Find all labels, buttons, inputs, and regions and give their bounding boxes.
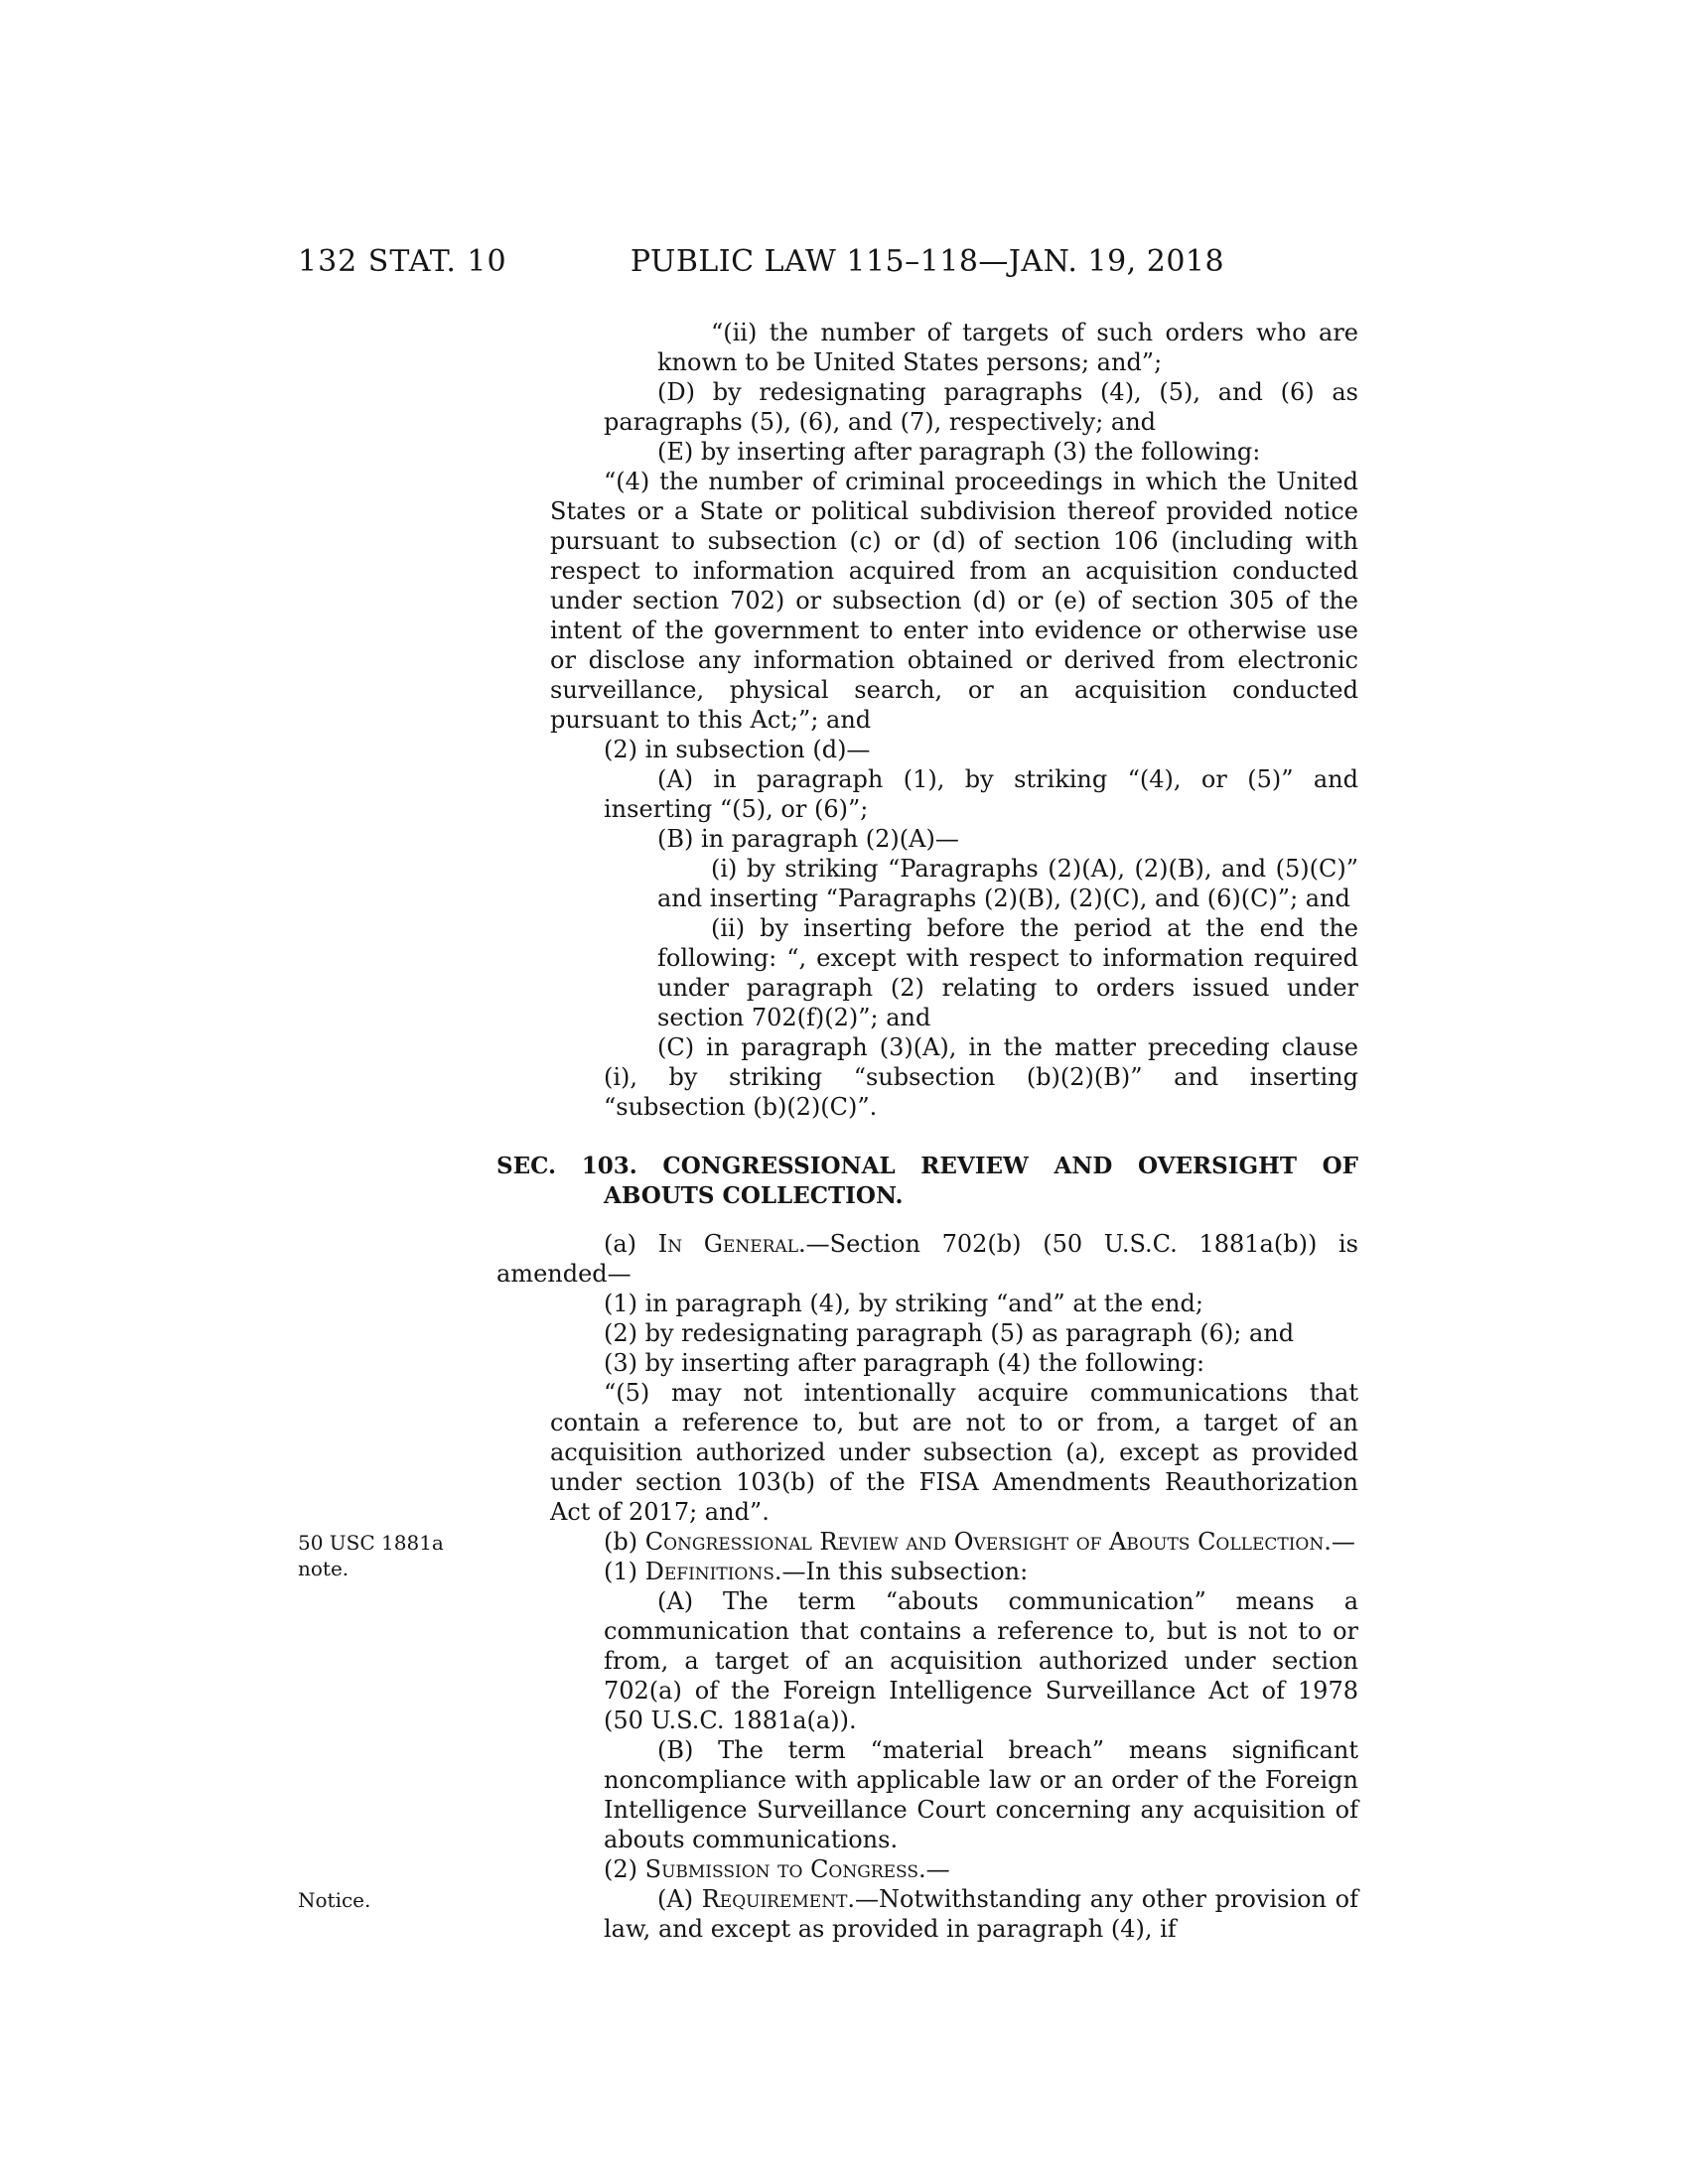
text-run: .—: [918, 1855, 950, 1883]
text-run: (A): [657, 1885, 702, 1913]
paragraph-2-submission: [550, 1854, 1358, 1884]
text-run: (a): [604, 1230, 658, 1258]
text-run: “(4) the number of criminal proceedings in which the United States or a State or political subdivision thereof provided notice pursuant to subsection (c) or (d) of section 106 (including with respect to information acquired from an acquisition conducted under section 702) or subsection (d) or (e) of section 305 of the intent of the government to enter into evidence or otherwise use or disclose any information obtained or derived from electronic surveillance, physical search, or an acquisition conducted pursuant to this Act;”; and: [550, 468, 1358, 734]
subparagraph-D: [604, 377, 1358, 437]
paragraph-1-definitions: [550, 1557, 1358, 1586]
subparagraph-A: [604, 764, 1358, 824]
text-run: (B) in paragraph (2)(A)—: [657, 825, 959, 853]
text-run: (1) in paragraph (4), by striking “and” at the end;: [604, 1290, 1203, 1317]
quoted-paragraph-4: [550, 467, 1358, 735]
margin-note-line: Notice.: [298, 1888, 371, 1912]
subparagraph-A-requirement: [298, 1884, 1358, 1944]
text-run: (1): [604, 1558, 645, 1585]
text-run: (D) by redesignating paragraphs (4), (5), and (6) as paragraphs (5), (6), and (7), respectively; and: [604, 378, 1358, 436]
text-run: (3) by inserting after paragraph (4) the following:: [604, 1349, 1205, 1377]
clause-ii: [657, 913, 1358, 1032]
paragraph-2-subsection-d: [550, 735, 1358, 764]
clause-i: [657, 854, 1358, 913]
paragraph-2: [550, 1318, 1358, 1348]
small-caps-text: Congressional Review and Oversight of Abouts Collection: [644, 1528, 1325, 1556]
stat-page-number: 132 STAT. 10: [298, 244, 507, 279]
subparagraph-E: [604, 437, 1358, 467]
quoted-paragraph-5: [550, 1378, 1358, 1527]
margin-note-line: note.: [298, 1557, 350, 1580]
small-caps-text: In General: [657, 1230, 798, 1258]
subparagraph-B: [604, 824, 1358, 854]
small-caps-text: Requirement: [701, 1885, 848, 1913]
text-run: “(5) may not intentionally acquire communications that contain a reference to, but are not to or from, a target of an acquisition authorized under subsection (a), except as provided under section 103(b) of the FISA Amendments Reauthorization Act of 2017; and”.: [550, 1379, 1358, 1526]
text-run: (C) in paragraph (3)(A), in the matter preceding clause (i), by striking “subsection (b)(2)(B)” and inserting “subsection (b)(2)(C)”.: [604, 1033, 1358, 1121]
margin-note-line: 50 USC 1881a: [298, 1531, 444, 1555]
statute-body: [298, 318, 1358, 1944]
law-header-title: PUBLIC LAW 115–118—JAN. 19, 2018: [630, 244, 1225, 279]
paragraph-3: [550, 1348, 1358, 1378]
margin-note: [298, 1887, 482, 1913]
text-run: .—Notwithstanding any other provision of law, and except as provided in paragraph (4), if: [604, 1885, 1358, 1943]
subparagraph-A-abouts-communication: [604, 1586, 1358, 1735]
text-run: (A) The term “abouts communication” means a communication that contains a reference to, but is not to or from, a target of an acquisition authorized under section 702(a) of the Foreign Intelligence Surveillance Act of 1978 (50 U.S.C. 1881a(a)).: [604, 1587, 1358, 1734]
text-run: “(ii) the number of targets of such orders who are known to be United States persons; and”;: [657, 319, 1358, 376]
section-heading: [496, 1152, 1358, 1211]
text-run: (i) by striking “Paragraphs (2)(A), (2)(B), and (5)(C)” and inserting “Paragraphs (2)(B), (2)(C), and (6)(C)”; and: [657, 855, 1358, 912]
clause-ii-quoted: [657, 318, 1358, 377]
small-caps-text: Definitions: [644, 1558, 774, 1585]
margin-note: [298, 1530, 482, 1581]
text-run: (B) The term “material breach” means significant noncompliance with applicable law or an order of the Foreign Intelligence Surveillance Court concerning any acquisition of abouts communications.: [604, 1736, 1358, 1853]
text-run: (E) by inserting after paragraph (3) the following:: [657, 438, 1261, 466]
subparagraph-B-material-breach: [604, 1735, 1358, 1854]
text-run: .—In this subsection:: [774, 1558, 1029, 1585]
small-caps-text: Submission to Congress: [644, 1855, 919, 1883]
text-run: (2) by redesignating paragraph (5) as paragraph (6); and: [604, 1319, 1295, 1347]
subsection-a: [496, 1229, 1358, 1289]
text-run: .—Section 702(b) (50 U.S.C. 1881a(b)) is amended—: [496, 1230, 1358, 1288]
paragraph-1: [550, 1289, 1358, 1318]
text-run: (ii) by inserting before the period at the end the following: “, except with respect to information required under paragraph (2) relating to orders issued under section 702(f)(2)”; and: [657, 914, 1358, 1031]
text-run: (2) in subsection (d)—: [604, 736, 871, 763]
text-run: (A) in paragraph (1), by striking “(4), or (5)” and inserting “(5), or (6)”;: [604, 765, 1358, 823]
subparagraph-C: [604, 1032, 1358, 1122]
text-run: (2): [604, 1855, 645, 1883]
text-run: .—: [1324, 1528, 1355, 1556]
text-run: SEC. 103. CONGRESSIONAL REVIEW AND OVERSIGHT OF ABOUTS COLLECTION.: [496, 1153, 1358, 1209]
text-run: (b): [604, 1528, 645, 1556]
